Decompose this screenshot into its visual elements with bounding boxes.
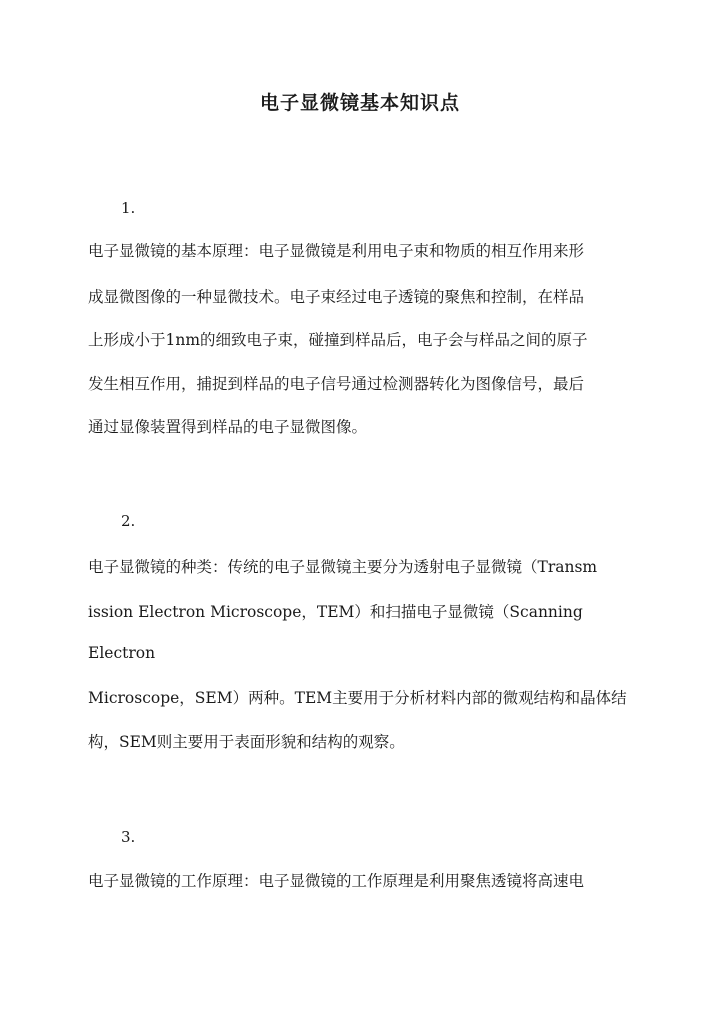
section-number: 2.	[121, 512, 136, 530]
paragraph-line: 通过显像装置得到样品的电子显微图像。	[88, 418, 368, 436]
section-number: 3.	[121, 828, 136, 846]
paragraph-line: 上形成小于1nm的细致电子束，碰撞到样品后，电子会与样品之间的原子	[88, 331, 588, 349]
paragraph-line: ission Electron Microscope，TEM）和扫描电子显微镜（Scanning	[88, 603, 583, 621]
paragraph-line: Electron	[88, 644, 156, 662]
paragraph-line: 构，SEM则主要用于表面形貌和结构的观察。	[88, 733, 405, 751]
paragraph-line: 成显微图像的一种显微技术。电子束经过电子透镜的聚焦和控制，在样品	[88, 288, 585, 306]
paragraph-line: 发生相互作用，捕捉到样品的电子信号通过检测器转化为图像信号，最后	[88, 375, 585, 393]
paragraph-line: 电子显微镜的工作原理：电子显微镜的工作原理是利用聚焦透镜将高速电	[88, 872, 585, 890]
section-number: 1.	[121, 199, 136, 217]
page-title: 电子显微镜基本知识点	[259, 92, 460, 114]
paragraph-line: 电子显微镜的基本原理：电子显微镜是利用电子束和物质的相互作用来形	[88, 242, 585, 260]
paragraph-line: Microscope，SEM）两种。TEM主要用于分析材料内部的微观结构和晶体结	[88, 689, 627, 707]
paragraph-line: 电子显微镜的种类：传统的电子显微镜主要分为透射电子显微镜（Transm	[88, 558, 598, 576]
